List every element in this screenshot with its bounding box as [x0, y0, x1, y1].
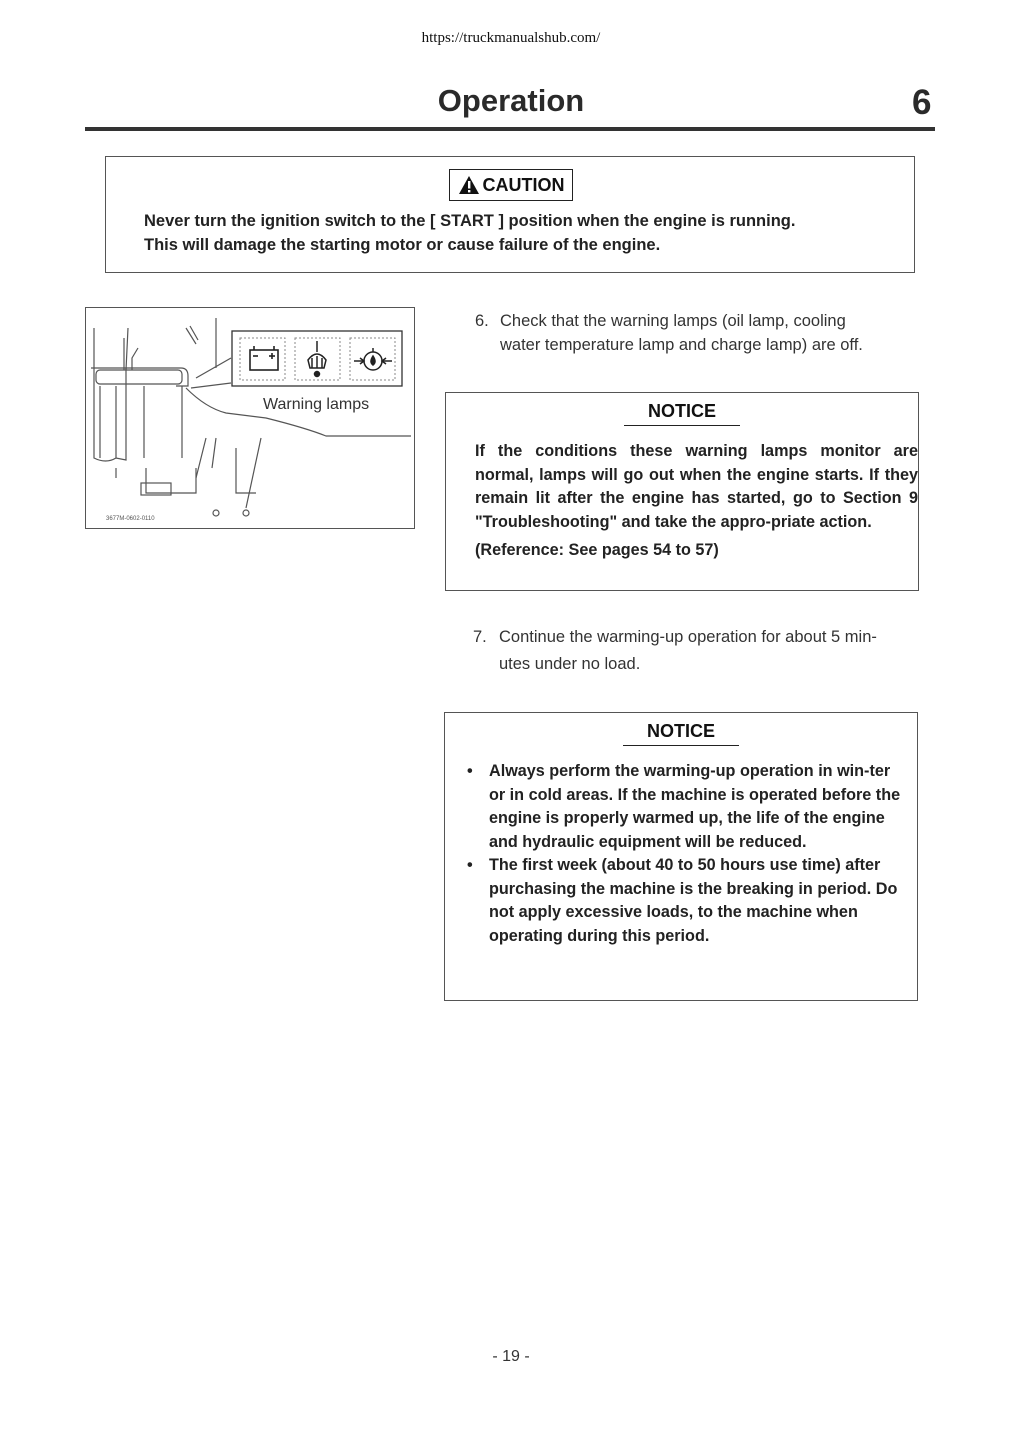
- step-7: [473, 624, 933, 678]
- step-6: [475, 309, 925, 357]
- caution-text: [144, 209, 904, 257]
- warning-lamps-figure: [85, 307, 415, 529]
- caution-box: [105, 156, 915, 273]
- machine-illustration: [86, 308, 415, 529]
- notice-title-text: NOTICE: [624, 401, 740, 426]
- chapter-number: 6: [912, 83, 932, 122]
- notice-title: [445, 721, 917, 746]
- warning-triangle-icon: [458, 175, 480, 195]
- notice-paragraph: If the conditions these warning lamps monitor are normal, lamps will go out when the engine starts. If they remain lit after the engine has started, go to Section 9 "Troubleshooting" and take the appro-priate action.: [475, 442, 918, 531]
- notice-reference: (Reference: See pages 54 to 57): [475, 541, 719, 559]
- step-6-line-2: water temperature lamp and charge lamp) are off.: [500, 336, 863, 354]
- step-7-number: 7.: [473, 628, 487, 646]
- header-rule: [85, 127, 935, 131]
- notice-body: [467, 760, 907, 948]
- notice-title: [446, 401, 918, 426]
- step-6-number: 6.: [475, 312, 489, 330]
- figure-caption: Warning lamps: [263, 396, 370, 413]
- notice-body: [475, 440, 918, 563]
- caution-label-text: CAUTION: [482, 174, 565, 195]
- source-url[interactable]: https://truckmanualshub.com/: [421, 30, 601, 46]
- page-number: - 19 -: [492, 1348, 530, 1365]
- figure-code: 3677M-0602-0110: [106, 516, 155, 522]
- notice-box-lamps: [445, 392, 919, 591]
- caution-line-2: This will damage the starting motor or cause failure of the engine.: [144, 236, 661, 254]
- notice-box-warmup: [444, 712, 918, 1001]
- notice-title-text: NOTICE: [623, 721, 739, 746]
- page-title: Operation: [437, 83, 585, 118]
- caution-label: [449, 169, 573, 201]
- step-7-line-2: utes under no load.: [499, 655, 641, 673]
- notice-bullet-list: [467, 760, 907, 948]
- step-6-line-1: Check that the warning lamps (oil lamp, cooling: [500, 312, 846, 330]
- notice-bullet: • The first week (about 40 to 50 hours use time) after purchasing the machine is the breaking in period. Do not apply excessive loads, to the machine when operating during this period.: [467, 854, 907, 948]
- caution-line-1: Never turn the ignition switch to the [ START ] position when the engine is running.: [144, 212, 796, 230]
- notice-bullet: • Always perform the warming-up operation in win-ter or in cold areas. If the machine is operated before the engine is properly warmed up, the life of the engine and hydraulic equipment will be reduced.: [467, 760, 907, 854]
- step-7-line-1: Continue the warming-up operation for about 5 min-: [499, 628, 877, 646]
